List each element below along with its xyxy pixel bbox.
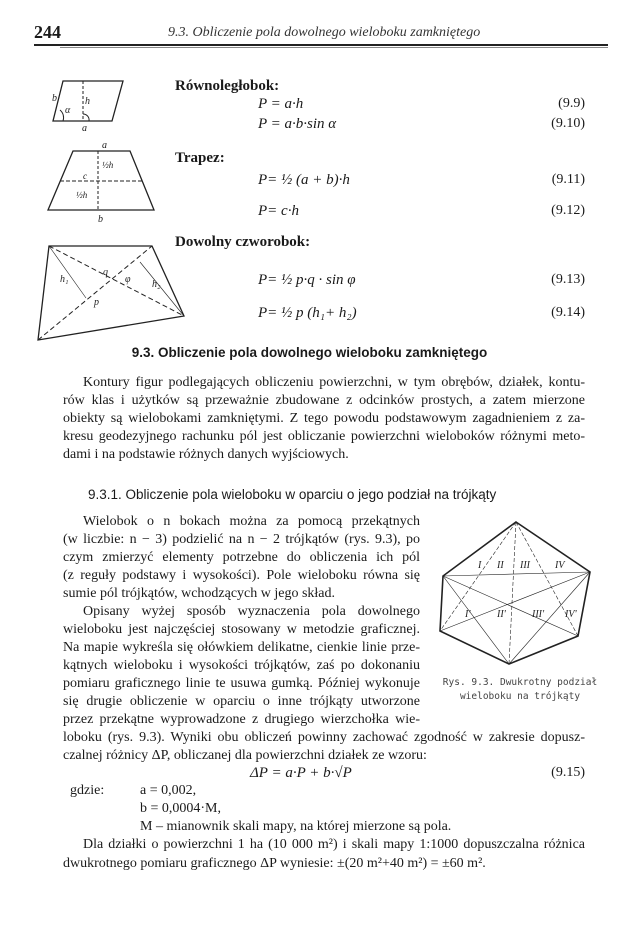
label-q: q [103,267,108,278]
paragraph-line: dwukrotnego pomiaru graficznego ΔP wyniesie: ±(20 m²+40 m²) = ±60 m². [63,856,486,871]
label-IV-prime: IV' [565,609,577,620]
paragraph-line: kresu geodezyjnego rachunku pól jest obliczanie powierzchni wieloboków różnymi meto- [63,429,585,444]
paragraph-line: Na mapie wykreśla się ołówkiem delikatne, cienkie linie prze- [63,640,420,655]
paragraph-line: Kontury figur podlegających obliczeniu powierzchni, w tym obrębów, działek, kontu- [83,375,585,390]
parallelogram-label: Równoległobok: [175,78,280,94]
caption-line: Rys. 9.3. Dwukrotny podział [442,677,598,688]
label-phi: φ [125,274,131,285]
equation-number: (9.12) [551,203,585,218]
paragraph-line: obiekty są wielobokami zamkniętymi. Z tego powodu podstawowym zagadnieniem z za- [63,411,585,426]
label-III: III [520,560,530,571]
label-alpha: α [65,105,71,116]
paragraph-line: Dla działki o powierzchni 1 ha (10 000 m²) i skali mapy 1:1000 dopuszczalna różnica [83,837,585,852]
formula-9-12: P= c·h [258,203,299,219]
parallelogram-figure [52,81,123,134]
paragraph-line: dami i na podstawie różnych danych wyjściowych. [63,447,349,462]
paragraph-line: loboku (rys. 9.3). Wyniki obu obliczeń powinny zachować zgodność w zakresie dopusz- [63,730,585,745]
label-p: p [94,297,99,308]
trapezoid-figure [48,140,154,225]
label-h: h [85,96,90,107]
formula-9-10: P = a·b·sin α [258,116,337,132]
paragraph-line: przez przekątne wyprowadzone z drugiego wierzchołka wie- [63,712,420,727]
equation-number: (9.13) [551,272,585,287]
paragraph-line: Wielobok o n bokach można za pomocą przekątnych [83,514,420,529]
paragraph-line: (w liczbie: n − 3) podzielić na n − 2 trójkątów (rys. 9.3), po [63,532,420,547]
page-number: 244 [34,22,61,42]
section-heading: 9.3. Obliczenie pola dowolnego wieloboku zamkniętego [131,345,488,360]
formula-9-11: P= ½ (a + b)·h [258,172,350,188]
paragraph-line: pomiaru graficznego linie te usuwa gumką. Później wykonuje [63,676,420,691]
where-label: gdzie: [70,783,105,798]
label-I-prime: I' [465,609,471,620]
where-item: M – mianownik skali mapy, na której mierzone są pola. [140,819,452,834]
where-item: b = 0,0004·M, [140,801,222,816]
paragraph-line: czalnej różnicy ΔP, obliczanej dla powierzchni działek ze wzoru: [63,748,427,763]
trapezoid-label: Trapez: [175,150,225,166]
paragraph-line: czym zmierzyć elementy potrzebne do obliczenia ich pól [63,550,420,565]
where-item: a = 0,002, [140,783,197,798]
equation-number: (9.15) [551,765,585,780]
label-a: a [82,123,87,134]
formula-9-14: P= ½ p (h₁+ h₂) [258,305,357,321]
paragraph-line: (z reguły podstawy i wysokości). Pole wieloboku równa się [63,568,420,583]
paragraph-line: wieloboku jest najczęściej stosowany w metodzie graficznej. [63,622,420,637]
subsection-heading: 9.3.1. Obliczenie pola wieloboku w oparciu o jego podział na trójkąty [88,487,497,502]
equation-number: (9.11) [551,172,585,187]
equation-number: (9.14) [551,305,585,320]
quadrilateral-label: Dowolny czworobok: [175,234,311,250]
equation-number: (9.9) [558,96,585,111]
label-a: a [102,140,107,151]
paragraph-line: kątnych wieloboku i wysokości trójkątów, zaś po dokonaniu [63,658,420,673]
equation-number: (9.10) [551,116,585,131]
label-III-prime: III' [532,609,545,620]
quadrilateral-figure [38,246,184,340]
label-c: c [83,171,87,181]
label-II-prime: II' [497,609,506,620]
label-half-h-bottom: ½h [76,190,88,200]
figure-caption [425,676,615,704]
label-b: b [52,93,57,104]
formula-9-15: ΔP = a·P + b·√P [250,765,352,781]
paragraph-line: rów klas i użytków są przeważnie zbudowane z odcinków prostych, a zatem mierzone [63,393,585,408]
label-II: II [497,560,504,571]
polygon-triangulation-figure [440,522,590,664]
formula-9-9: P = a·h [258,96,304,112]
caption-line: wieloboku na trójkąty [459,691,581,702]
formula-9-13: P= ½ p·q · sin φ [258,272,356,288]
paragraph-line: się drugie obliczenie w oparciu o inne trójkąty utworzone [63,694,420,709]
paragraph-line: Opisany wyżej sposób wyznaczenia pola dowolnego [83,604,420,619]
paragraph-line: sumie pól trójkątów, wchodzących w jego skład. [63,586,336,601]
label-h1: h₁ [60,274,69,285]
label-IV: IV [555,560,565,571]
running-title: 9.3. Obliczenie pola dowolnego wieloboku zamkniętego [168,25,481,40]
label-half-h-top: ½h [102,160,114,170]
label-I: I [478,560,482,571]
label-h2: h₂ [152,279,161,290]
label-b: b [98,214,103,225]
